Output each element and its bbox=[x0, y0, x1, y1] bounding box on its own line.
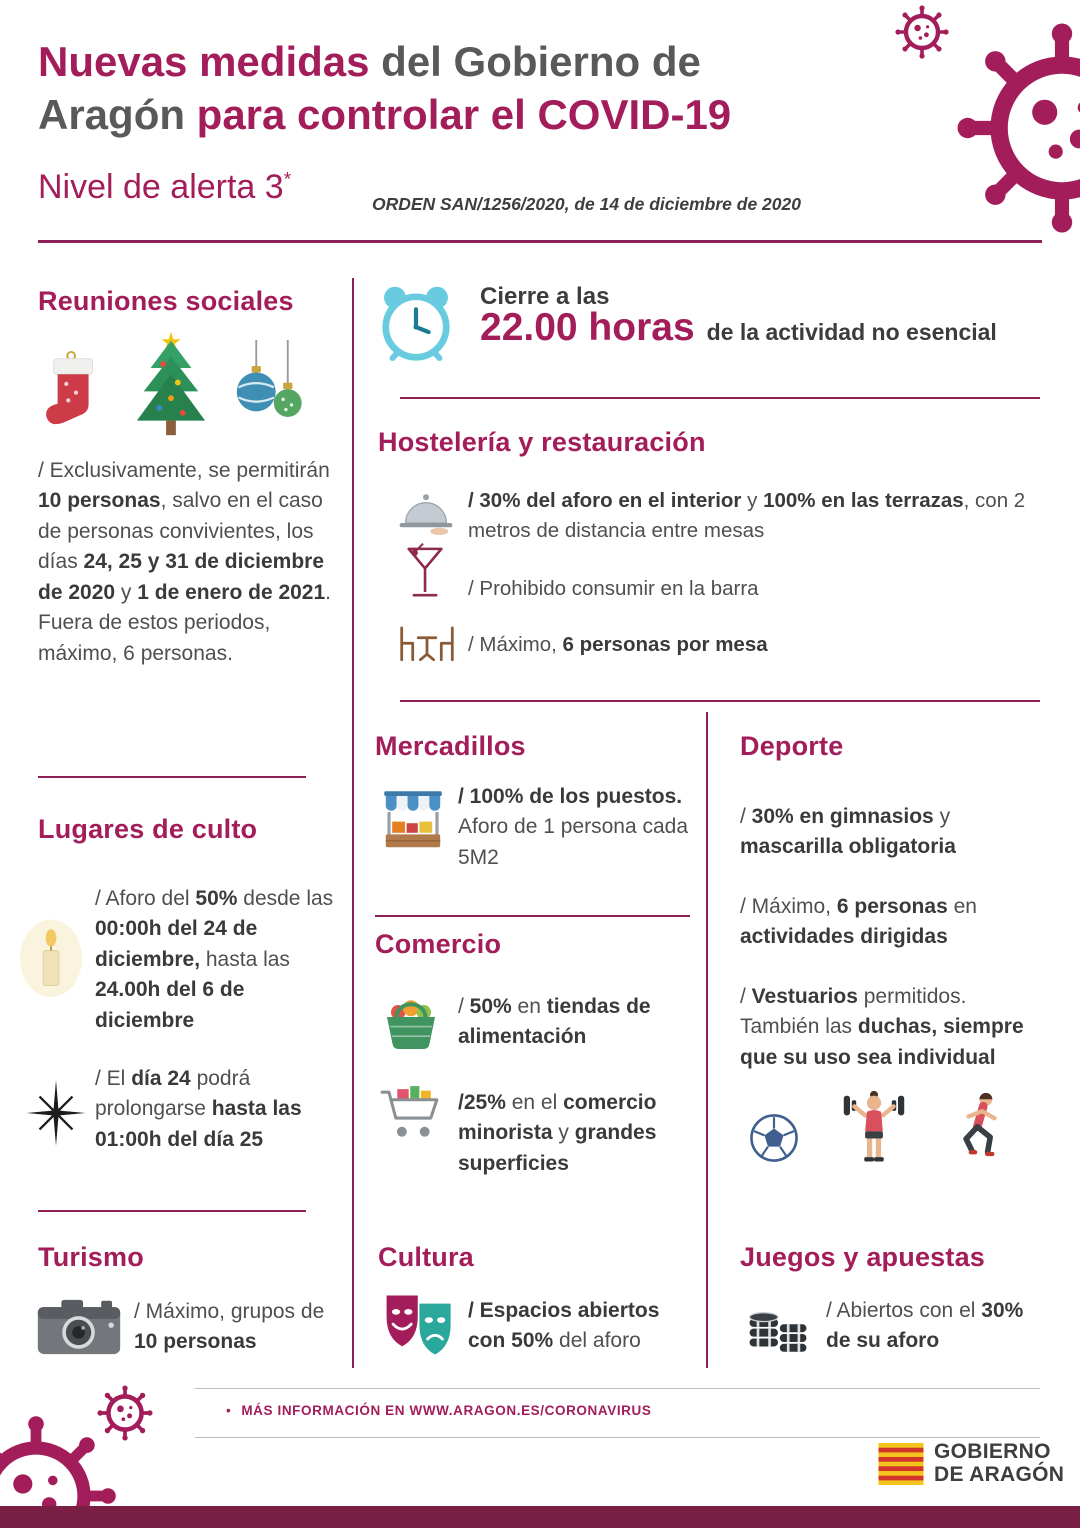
hosteleria-item-3: / Máximo, 6 personas por mesa bbox=[468, 633, 768, 656]
section-heading-mercadillos: Mercadillos bbox=[375, 731, 526, 761]
theater-masks-icon bbox=[380, 1292, 458, 1358]
comercio-item-2: /25% en el comercio minorista y grandes superficies bbox=[458, 1091, 657, 1175]
logo-line2: DE ARAGÓN bbox=[934, 1462, 1065, 1486]
page-title bbox=[38, 36, 878, 142]
weightlifter-icon bbox=[842, 1088, 906, 1164]
more-info-url: WWW.ARAGON.ES/CORONAVIRUS bbox=[409, 1403, 652, 1418]
shopping-cart-icon bbox=[376, 1084, 446, 1146]
comercio-item-1: / 50% en tiendas de alimentación bbox=[458, 995, 651, 1049]
more-info bbox=[226, 1403, 651, 1418]
juegos-text: / Abiertos con el 30% de su aforo bbox=[826, 1299, 1024, 1353]
section-heading-juegos: Juegos y apuestas bbox=[740, 1242, 986, 1272]
footer-divider-top bbox=[195, 1388, 1040, 1389]
header-divider bbox=[38, 240, 1042, 243]
logo-text bbox=[934, 1441, 1064, 1486]
market-stall-icon bbox=[381, 788, 445, 856]
alarm-clock-icon bbox=[374, 278, 458, 366]
cultura-text: / Espacios abiertos con 50% del aforo bbox=[468, 1299, 660, 1353]
culto-item-2: / El día 24 podrá prolongarse hasta las 01:00h del día 25 bbox=[95, 1067, 302, 1151]
footer-divider-bottom bbox=[195, 1437, 1040, 1438]
poker-chips-icon bbox=[746, 1294, 810, 1358]
title-line2: Aragón para controlar el COVID-19 bbox=[38, 90, 732, 138]
table-chairs-icon bbox=[394, 620, 460, 667]
section-heading-reuniones: Reuniones sociales bbox=[38, 286, 294, 316]
closure-line bbox=[480, 306, 1045, 350]
section-divider bbox=[400, 397, 1040, 399]
aragon-flag-icon bbox=[878, 1443, 924, 1485]
turismo-text: / Máximo, grupos de 10 personas bbox=[134, 1300, 325, 1354]
section-divider bbox=[38, 776, 306, 778]
alert-footnote-mark: * bbox=[283, 169, 292, 191]
section-heading-hosteleria: Hostelería y restauración bbox=[378, 427, 706, 457]
section-divider bbox=[400, 700, 1040, 702]
section-heading-comercio: Comercio bbox=[375, 929, 502, 959]
alert-level bbox=[38, 168, 291, 207]
closure-suffix: de la actividad no esencial bbox=[706, 319, 997, 345]
column-divider bbox=[352, 278, 354, 1368]
baubles-icon bbox=[230, 340, 314, 442]
sport-icons bbox=[748, 1088, 1038, 1164]
serving-cloche-icon bbox=[396, 490, 456, 538]
culto-item-1: / Aforo del 50% desde las 00:00h del 24 de diciembre, hasta las 24.00h del 6 de diciembre bbox=[95, 887, 334, 1032]
logo-line1: GOBIERNO bbox=[934, 1440, 1051, 1463]
closure-intro: Cierre a las bbox=[480, 283, 610, 310]
order-reference: ORDEN SAN/1256/2020, de 14 de diciembre de 2020 bbox=[372, 194, 801, 214]
hosteleria-item-1: / 30% del aforo en el interior y 100% en las terrazas, con 2 metros de distancia entre mesas bbox=[468, 489, 1026, 542]
section-heading-turismo: Turismo bbox=[38, 1242, 144, 1272]
section-divider bbox=[38, 1210, 306, 1212]
coronavirus-icon bbox=[894, 4, 950, 60]
christmas-tree-icon bbox=[126, 330, 216, 442]
gobierno-aragon-logo bbox=[878, 1441, 1064, 1486]
section-divider bbox=[375, 915, 690, 917]
deporte-item-2: / Máximo, 6 personas en actividades dirigidas bbox=[740, 895, 977, 949]
closure-time: 22.00 horas bbox=[480, 306, 695, 349]
soccer-ball-icon bbox=[748, 1112, 800, 1164]
column-divider bbox=[706, 712, 708, 1368]
cocktail-icon bbox=[404, 543, 450, 605]
mercadillos-text: / 100% de los puestos. Aforo de 1 persona cada 5M2 bbox=[458, 785, 688, 869]
section-heading-deporte: Deporte bbox=[740, 731, 844, 761]
alert-level-text: Nivel de alerta 3 bbox=[38, 168, 284, 206]
star-sparkle-icon bbox=[24, 1078, 88, 1148]
christmas-icons bbox=[40, 330, 330, 442]
food-basket-icon bbox=[379, 988, 443, 1054]
bullet-icon: • bbox=[226, 1403, 232, 1418]
bottom-bar bbox=[0, 1506, 1080, 1528]
deporte-item-1: / 30% en gimnasios y mascarilla obligatoria bbox=[740, 805, 956, 859]
camera-icon bbox=[36, 1296, 122, 1358]
coronavirus-icon bbox=[952, 18, 1080, 238]
reuniones-text: / Exclusivamente, se permitirán 10 personas, salvo en el caso de personas convivientes, los días 24, 25 y 31 de diciembre de 2020 y 1 de enero de 2021. Fuera de estos periodos, máximo, 6 personas. bbox=[38, 459, 332, 665]
candle-icon bbox=[16, 908, 90, 1000]
hosteleria-item-2: / Prohibido consumir en la barra bbox=[468, 577, 759, 600]
christmas-stocking-icon bbox=[40, 350, 112, 442]
runner-icon bbox=[948, 1088, 1010, 1164]
more-info-label: MÁS INFORMACIÓN EN bbox=[241, 1403, 410, 1418]
deporte-item-3: / Vestuarios permitidos. También las duchas, siempre que su uso sea individual bbox=[740, 985, 1024, 1069]
section-heading-culto: Lugares de culto bbox=[38, 814, 258, 844]
section-heading-cultura: Cultura bbox=[378, 1242, 474, 1272]
title-line1: Nuevas medidas del Gobierno de bbox=[38, 38, 701, 85]
